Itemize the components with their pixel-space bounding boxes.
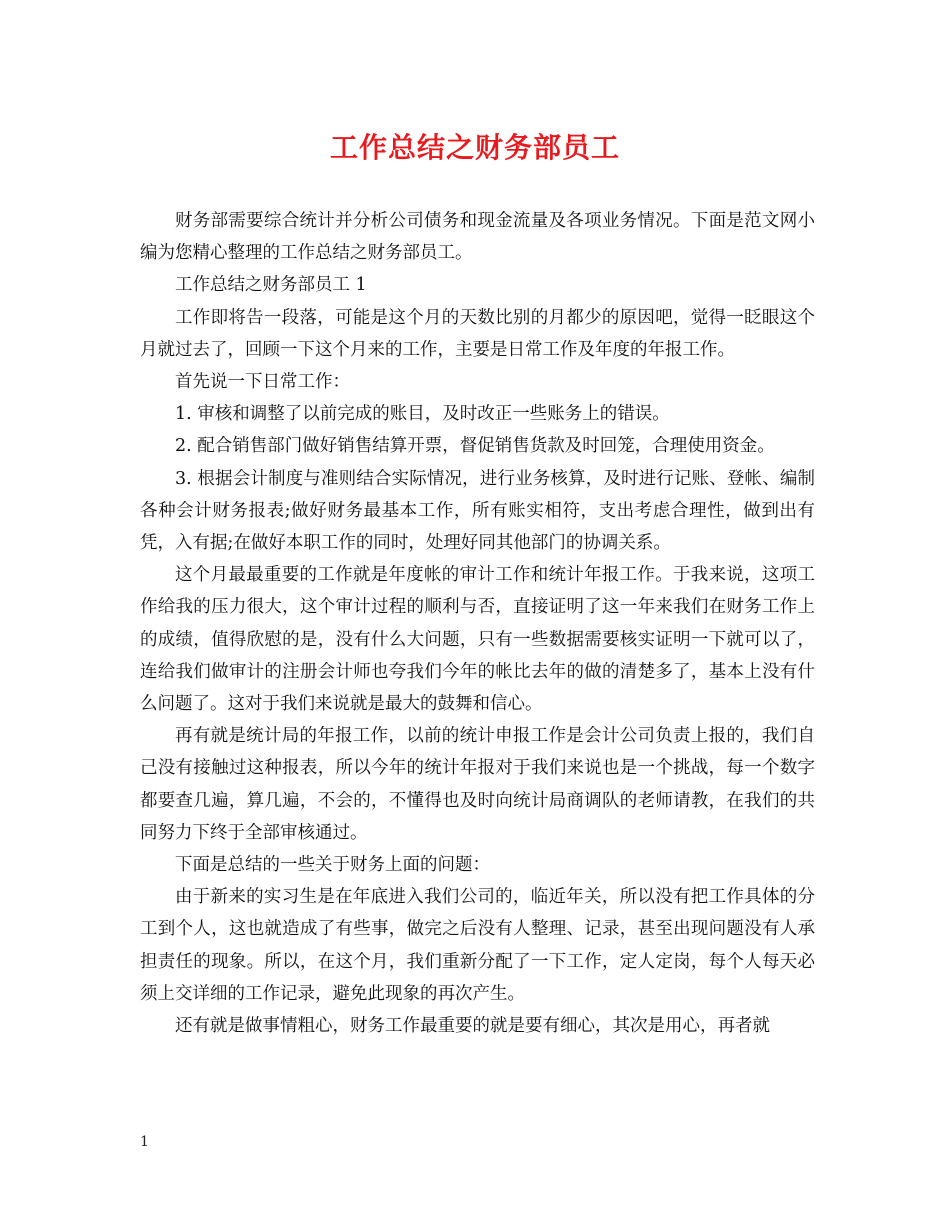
paragraph: 工作即将告一段落，可能是这个月的天数比别的月都少的原因吧，觉得一眨眼这个月就过去了，回顾一下这个月来的工作，主要是日常工作及年度的年报工作。 — [140, 307, 815, 360]
paragraph: 由于新来的实习生是在年底进入我们公司的，临近年关，所以没有把工作具体的分工到个人，这也就造成了有些事，做完之后没有人整理、记录，甚至出现问题没有人承担责任的现象。所以，在这个月，我们重新分配了一下工作，定人定岗，每个人每天必须上交详细的工作记录，避免此现象的再次产生。 — [140, 887, 815, 1004]
paragraph: 首先说一下日常工作： — [175, 372, 350, 393]
paragraph: 下面是总结的一些关于财务上面的问题： — [175, 855, 490, 876]
list-item-3: 3. 根据会计制度与准则结合实际情况，进行业务核算，及时进行记账、登帐、编制各种会计财务报表;做好财务最基本工作，所有账实相符，支出考虑合理性，做到出有凭，入有据;在做好本职工作的同时，处理好同其他部门的协调关系。 — [140, 468, 815, 554]
paragraph-subtitle: 工作总结之财务部员工 1 — [175, 275, 367, 296]
paragraph: 再有就是统计局的年报工作，以前的统计申报工作是会计公司负责上报的，我们自己没有接触过这种报表，所以今年的统计年报对于我们来说也是一个挑战，每一个数字都要查几遍，算几遍，不会的，不懂得也及时向统计局商调队的老师请教，在我们的共同努力下终于全部审核通过。 — [140, 726, 815, 843]
paragraph: 还有就是做事情粗心，财务工作最重要的就是要有细心，其次是用心，再者就 — [175, 1016, 770, 1037]
document-body — [140, 205, 815, 1042]
paragraph-intro: 财务部需要综合统计并分析公司债务和现金流量及各项业务情况。下面是范文网小编为您精心整理的工作总结之财务部员工。 — [140, 211, 815, 264]
paragraph: 这个月最最重要的工作就是年度帐的审计工作和统计年报工作。于我来说，这项工作给我的压力很大，这个审计过程的顺利与否，直接证明了这一年来我们在财务工作上的成绩，值得欣慰的是，没有什么大问题，只有一些数据需要核实证明一下就可以了，连给我们做审计的注册会计师也夸我们今年的帐比去年的做的清楚多了，基本上没有什么问题了。这对于我们来说就是最大的鼓舞和信心。 — [140, 565, 815, 715]
list-item-2: 2. 配合销售部门做好销售结算开票，督促销售货款及时回笼，合理使用资金。 — [175, 436, 775, 457]
document-title: 工作总结之财务部员工 — [329, 131, 620, 164]
page-number: 1 — [140, 1134, 149, 1150]
list-item-1: 1. 审核和调整了以前完成的账目，及时改正一些账务上的错误。 — [175, 404, 670, 425]
